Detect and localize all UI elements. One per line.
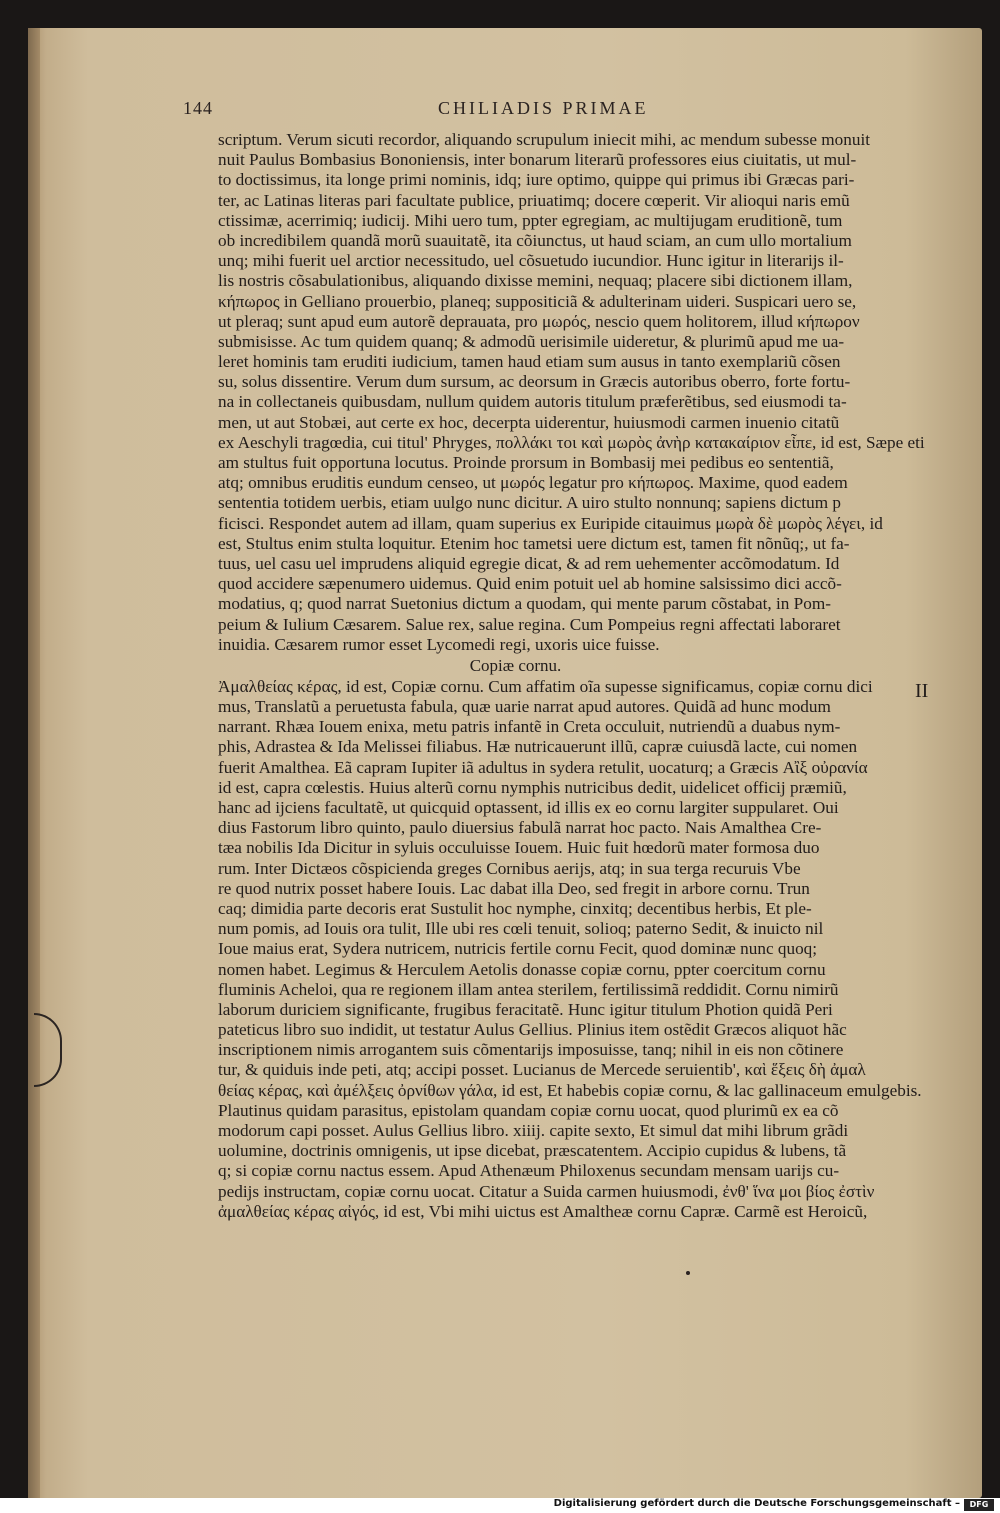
text-line: θείας κέρας, καὶ ἀμέλξεις ὀρνίθων γάλα, id est, Et habebis copiæ cornu, & lac gallinaceum emulgebis. [218, 1080, 922, 1100]
text-line: Ἀμαλθείας κέρας, id est, Copiæ cornu. Cum affatim oĩa supesse significamus, copiæ cornu dici [218, 676, 873, 696]
text-line: quod accidere sæpenumero uidemus. Quid enim potuit uel ab homine salsissimo dici accõ- [218, 574, 842, 594]
dfg-logo: DFG [964, 1499, 994, 1511]
text-line: nuit Paulus Bombasius Bononiensis, inter bonarum literarũ professores eius ciuitatis, ut mul- [218, 150, 857, 170]
text-line: submisisse. Ac tum quidem quanq; & admodũ uerisimile uideretur, & plurimũ apud me ua- [218, 331, 845, 351]
text-line: laborum duriciem significante, frugibus feracitatẽ. Hunc igitur titulum Photion quidã Peri [218, 999, 833, 1019]
text-line: tur, & quiduis inde peti, atq; accipi posset. Lucianus de Mercede seruientib', καὶ ἕξεις δὴ ἀμαλ [218, 1060, 866, 1080]
marginal-numeral: II [915, 680, 929, 702]
text-line: pateticus libro suo indidit, ut testatur Aulus Gellius. Plinius item ostẽdit Græcos aliquot hãc [218, 1020, 847, 1040]
text-line: pedijs instructam, copiæ cornu uocat. Citatur a Suida carmen huiusmodi, ἐνθ' ἵνα μοι βίος ἐστὶν [218, 1181, 875, 1201]
text-line: κήπωρος in Gelliano prouerbio, planeq; suppositiciã & adulterinam uideri. Suspicari uero se, [218, 291, 857, 311]
text-line: ficisci. Respondet autem ad illam, quam superius ex Euripide citauimus μωρὰ δὲ μωρὸς λέγει, id [218, 513, 883, 533]
text-line: scriptum. Verum sicuti recordor, aliquando scrupulum iniecit mihi, ac mendum subesse monuit [218, 130, 870, 149]
running-title: CHILIADIS PRIMAE [438, 98, 649, 118]
text-line: ἀμαλθείας κέρας αἰγός, id est, Vbi mihi uictus est Amaltheæ cornu Capræ. Carmẽ est Heroicũ, [218, 1201, 868, 1221]
text-line: men, ut aut Stobæi, aut certe ex hoc, decerpta uiderentur, huiusmodi carmen inuenio citatũ [218, 412, 840, 432]
text-part-1 [218, 130, 933, 655]
page-gutter [28, 28, 40, 1498]
page-clasp-mark [34, 1013, 62, 1087]
text-line: id est, capra cœlestis. Huius alterũ cornu nymphis nutricibus dedit, uidelicet officij præmiũ, [218, 777, 847, 797]
page-header [183, 98, 933, 128]
text-line: tæa nobilis Ida Dicitur in syluis occuluisse Iouem. Huic fuit hœdorũ mater formosa duo [218, 838, 820, 858]
footer-credit: Digitalisierung gefördert durch die Deutsche Forschungsgemeinschaft – [553, 1498, 960, 1509]
text-line: narrant. Rhæa Iouem enixa, metu patris infantẽ in Creta occuluit, nutriendũ a duabus nym- [218, 717, 841, 737]
text-line: to doctissimus, ita longe primi nominis, idq; iure optimo, quippe qui primus ibi Græcas pari- [218, 170, 855, 190]
text-line: dius Fastorum libro quinto, paulo diuersius fabulã narrat hoc pacto. Nais Amalthea Cre- [218, 818, 822, 838]
page-number: 144 [183, 98, 213, 118]
main-text [218, 130, 933, 1222]
text-line: na in collectaneis quibusdam, nullum quidem autoris titulum præferẽtibus, sed eiusmodi ta- [218, 392, 847, 412]
text-line: ob incredibilem quandã morũ suauitatẽ, ita cõiunctus, ut haud sciam, an cum ullo mortalium [218, 230, 852, 250]
text-line: re quod nutrix posset habere Iouis. Lac dabat illa Deo, sed fregit in arbore cornu. Trun [218, 878, 810, 898]
text-line: peium & Iulium Cæsarem. Salue rex, salue regina. Cum Pompeius regni affectati laboraret [218, 614, 841, 634]
text-line: tuus, uel casu uel imprudens aliquid egregie dicat, & ad rem uehementer accõmodatum. Id [218, 553, 840, 573]
text-line: Plautinus quidam parasitus, epistolam quandam copiæ cornu uocat, quod plurimũ ex ea cõ [218, 1100, 839, 1120]
ink-dot [686, 1271, 690, 1275]
text-line: modorum capi posset. Aulus Gellius libro. xiiij. capite sexto, Et simul dat mihi librum grãdi [218, 1121, 849, 1140]
text-line: leret hominis tam eruditi iudicium, tamen haud etiam sum ausus in tanto exemplariũ cõsen [218, 352, 841, 372]
section-heading: Copiæ cornu. [469, 655, 562, 675]
text-line: lis nostris cõsabulationibus, aliquando dixisse memini, nequaq; placere sibi dictionem illam, [218, 271, 853, 291]
text-line: nomen habet. Legimus & Herculem Aetolis donasse copiæ cornu, ppter coercitum cornu [218, 959, 826, 979]
text-line: su, solus dissentire. Verum dum sursum, ac deorsum in Græcis autoribus oberro, forte fortu- [218, 372, 851, 392]
text-line: est, Stultus enim stulta loquitur. Etenim hoc tametsi uere dictum est, tamen fit nõnũq;, ut fa- [218, 533, 850, 553]
text-part-2 [218, 677, 933, 1222]
text-line: am stultus fuit opportuna locutus. Proinde prorsum in Bombasij mei pedibus eo sententiã, [218, 453, 834, 472]
text-line: ctissimæ, acerrimiq; iudicij. Mihi uero tum, ppter egregiam, ac multijugam eruditionẽ, tum [218, 210, 843, 230]
text-line: q; si copiæ cornu nactus essem. Apud Athenæum Philoxenus secundam mensam uarijs cu- [218, 1161, 840, 1181]
text-line: atq; omnibus eruditis eundum censeo, ut μωρός legatur pro κήπωρος. Maxime, quod eadem [218, 473, 848, 493]
digitization-footer [0, 1498, 1000, 1513]
text-line: ter, ac Latinas literas pari facultate publice, priuatimq; docere cœperit. Vir alioqui naris emũ [218, 190, 850, 210]
text-line: phis, Adrastea & Ida Melissei filiabus. Hæ nutricauerunt illũ, capræ cuiusdã lacte, cui nomen [218, 737, 858, 757]
text-line: rum. Inter Dictæos cõspicienda greges Cornibus aerijs, atq; in sua terga recuruis Vbe [218, 858, 801, 878]
text-line: modatius, q; quod narrat Suetonius dictum a quodam, qui mente parum cõstabat, in Pom- [218, 594, 831, 614]
text-line: unq; mihi fuerit uel arctior necessitudo, uel cõsuetudo iucundior. Hunc igitur in literarijs il- [218, 251, 844, 271]
text-line: fluminis Acheloi, qua re regionem illam antea sterilem, fertilissimã reddidit. Cornu nimirũ [218, 979, 839, 999]
text-line: mus, Translatũ a peruetusta fabula, quæ uarie narrat apud autores. Quidã ad hunc modum [218, 697, 831, 717]
text-line: caq; dimidia parte decoris erat Sustulit hoc nymphe, cinxitq; decentibus herbis, Et ple- [218, 898, 812, 918]
text-line: inuidia. Cæsarem rumor esset Lycomedi regi, uxoris uice fuisse. [218, 634, 660, 654]
text-line: ut pleraq; sunt apud eum autorẽ deprauata, pro μωρός, nescio quem holitorem, illud κήπωρον [218, 311, 860, 331]
text-line: uolumine, doctrinis omnigenis, ut ipse dicebat, præscatentem. Accipio cupidus & lubens, tã [218, 1141, 847, 1161]
text-line: num pomis, ad Iouis ora tulit, Ille ubi res cœli tenuit, solioq; paterno Sedit, & inuicto nil [218, 919, 824, 939]
text-line: inscriptionem nimis arrogantem suis cõmentarijs imposuisse, tanq; nihil in eis non cõtinere [218, 1040, 844, 1060]
text-line: ex Aeschyli tragœdia, cui titul' Phryges, πολλάκι τοι καὶ μωρὸς ἀνὴρ κατακαίριον εἶπε, id est, Sæpe eti [218, 432, 925, 452]
text-line: Ioue maius erat, Sydera nutricem, nutricis fertile cornu Fecit, quod dominæ nunc quoq; [218, 939, 818, 959]
text-line: sententia totidem uerbis, etiam uulgo nunc dicitur. A uiro stulto nonnunq; sapiens dictum p [218, 493, 841, 513]
text-line: hanc ad ijciens facultatẽ, ut quicquid optassent, id illis ex eo cornu largiter suppularet. Oui [218, 798, 839, 817]
text-line: fuerit Amalthea. Eã capram Iupiter iã adultus in sydera retulit, uocaturq; a Græcis Αἲξ οὐρανία [218, 757, 868, 777]
